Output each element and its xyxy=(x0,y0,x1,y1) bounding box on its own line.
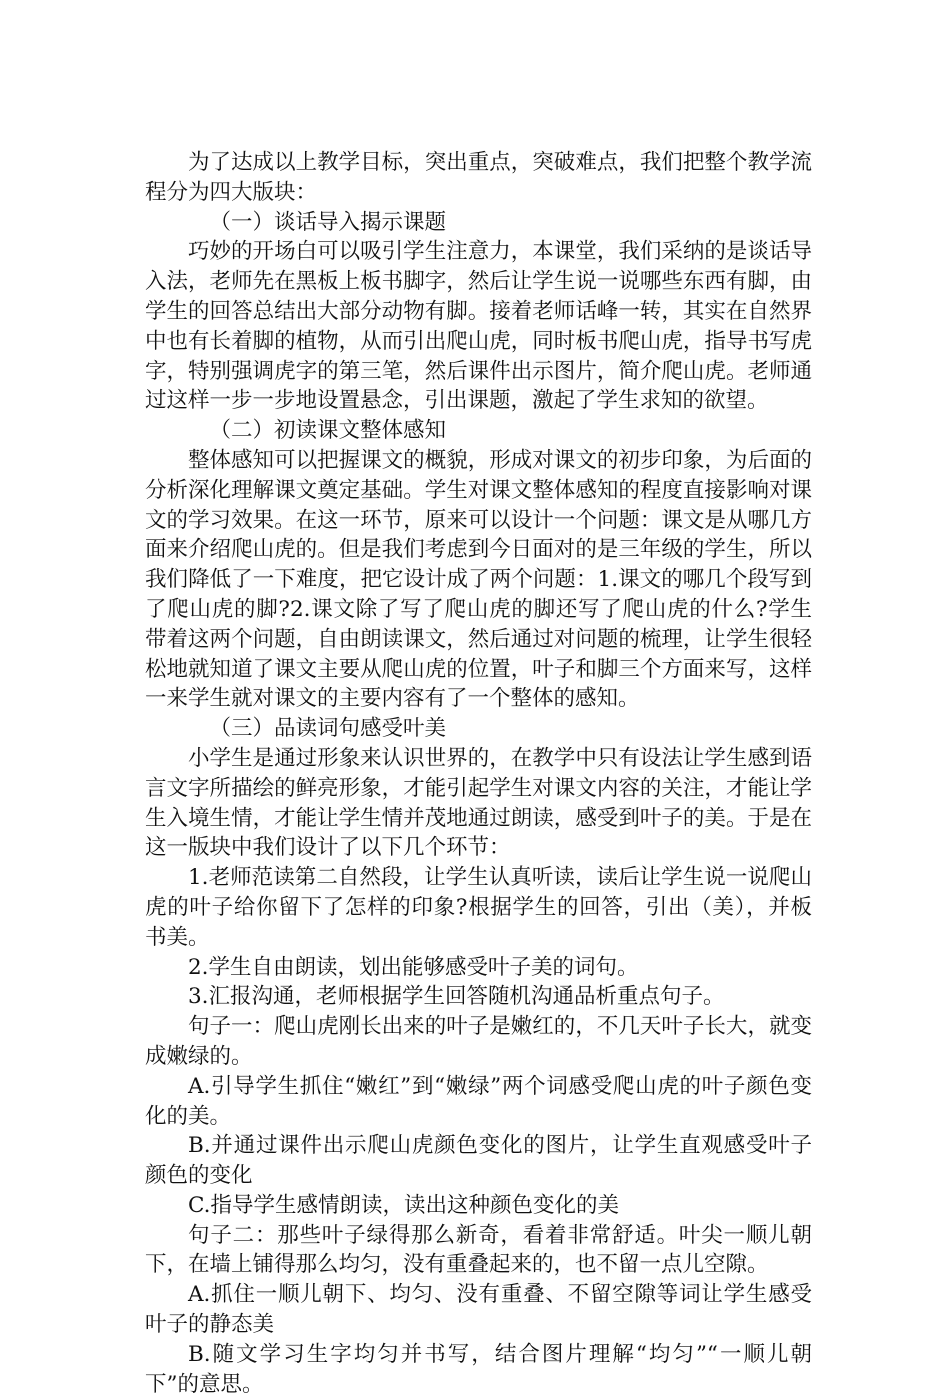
paragraph-sentence-1-b: B.并通过课件出示爬山虎颜色变化的图片，让学生直观感受叶子颜色的变化 xyxy=(145,1133,812,1189)
paragraph-sentence-1-c: C.指导学生感情朗读，读出这种颜色变化的美 xyxy=(188,1192,620,1218)
paragraph-section-1: 巧妙的开场白可以吸引学生注意力，本课堂，我们采纳的是谈话导入法，老师先在黑板上板书脚字，然后让学生说一说哪些东西有脚，由学生的回答总结出大部分动物有脚。接着老师话峰一转，其实在自然界中也有长着脚的植物，从而引出爬山虎，同时板书爬山虎，指导书写虎字，特别强调虎字的第三笔，然后课件出示图片，简介爬山虎。老师通过这样一步一步地设置悬念，引出课题，激起了学生求知的欲望。 xyxy=(145,239,812,414)
paragraph-step-2: 2.学生自由朗读，划出能够感受叶子美的词句。 xyxy=(188,954,639,980)
paragraph-section-3-intro: 小学生是通过形象来认识世界的，在教学中只有设法让学生感到语言文字所描绘的鲜亮形象，才能引起学生对课文内容的关注，才能让学生入境生情，才能让学生情并茂地通过朗读，感受到叶子的美。于是在这一版块中我们设计了以下几个环节： xyxy=(145,745,812,861)
paragraph-sentence-2: 句子二：那些叶子绿得那么新奇，看着非常舒适。叶尖一顺儿朝下，在墙上铺得那么均匀，没有重叠起来的，也不留一点儿空隙。 xyxy=(145,1222,812,1278)
section-heading-1: （一）谈话导入揭示课题 xyxy=(209,209,447,235)
paragraph-sentence-1-a: A.引导学生抓住“嫩红”到“嫩绿”两个词感受爬山虎的叶子颜色变化的美。 xyxy=(145,1073,812,1129)
paragraph-sentence-2-b: B.随文学习生字均匀并书写，结合图片理解“均匀”“一顺儿朝下”的意思。 xyxy=(145,1341,812,1397)
paragraph-intro: 为了达成以上教学目标，突出重点，突破难点，我们把整个教学流程分为四大版块： xyxy=(145,150,812,205)
paragraph-section-2: 整体感知可以把握课文的概貌，形成对课文的初步印象，为后面的分析深化理解课文奠定基础。学生对课文整体感知的程度直接影响对课文的学习效果。在这一环节，原来可以设计一个问题：课文是从哪几方面来介绍爬山虎的。但是我们考虑到今日面对的是三年级的学生，所以我们降低了一下难度，把它设计成了两个问题：1.课文的哪几个段写到了爬山虎的脚?2.课文除了写了爬山虎的脚还写了爬山虎的什么?学生带着这两个问题，自由朗读课文，然后通过对问题的梳理，让学生很轻松地就知道了课文主要从爬山虎的位置，叶子和脚三个方面来写，这样一来学生就对课文的主要内容有了一个整体的感知。 xyxy=(145,447,812,712)
paragraph-step-3: 3.汇报沟通，老师根据学生回答随机沟通品析重点句子。 xyxy=(188,984,725,1010)
section-heading-2: （二）初读课文整体感知 xyxy=(209,418,447,444)
paragraph-sentence-2-a: A.抓住一顺儿朝下、均匀、没有重叠、不留空隙等词让学生感受叶子的静态美 xyxy=(145,1282,812,1338)
paragraph-step-1: 1.老师范读第二自然段，让学生认真听读，读后让学生说一说爬山虎的叶子给你留下了怎样的印象?根据学生的回答，引出（美），并板书美。 xyxy=(145,865,812,950)
document-body xyxy=(145,148,812,1399)
section-heading-3: （三）品读词句感受叶美 xyxy=(209,716,447,742)
paragraph-sentence-1: 句子一：爬山虎刚长出来的叶子是嫩红的，不几天叶子长大，就变成嫩绿的。 xyxy=(145,1014,812,1069)
